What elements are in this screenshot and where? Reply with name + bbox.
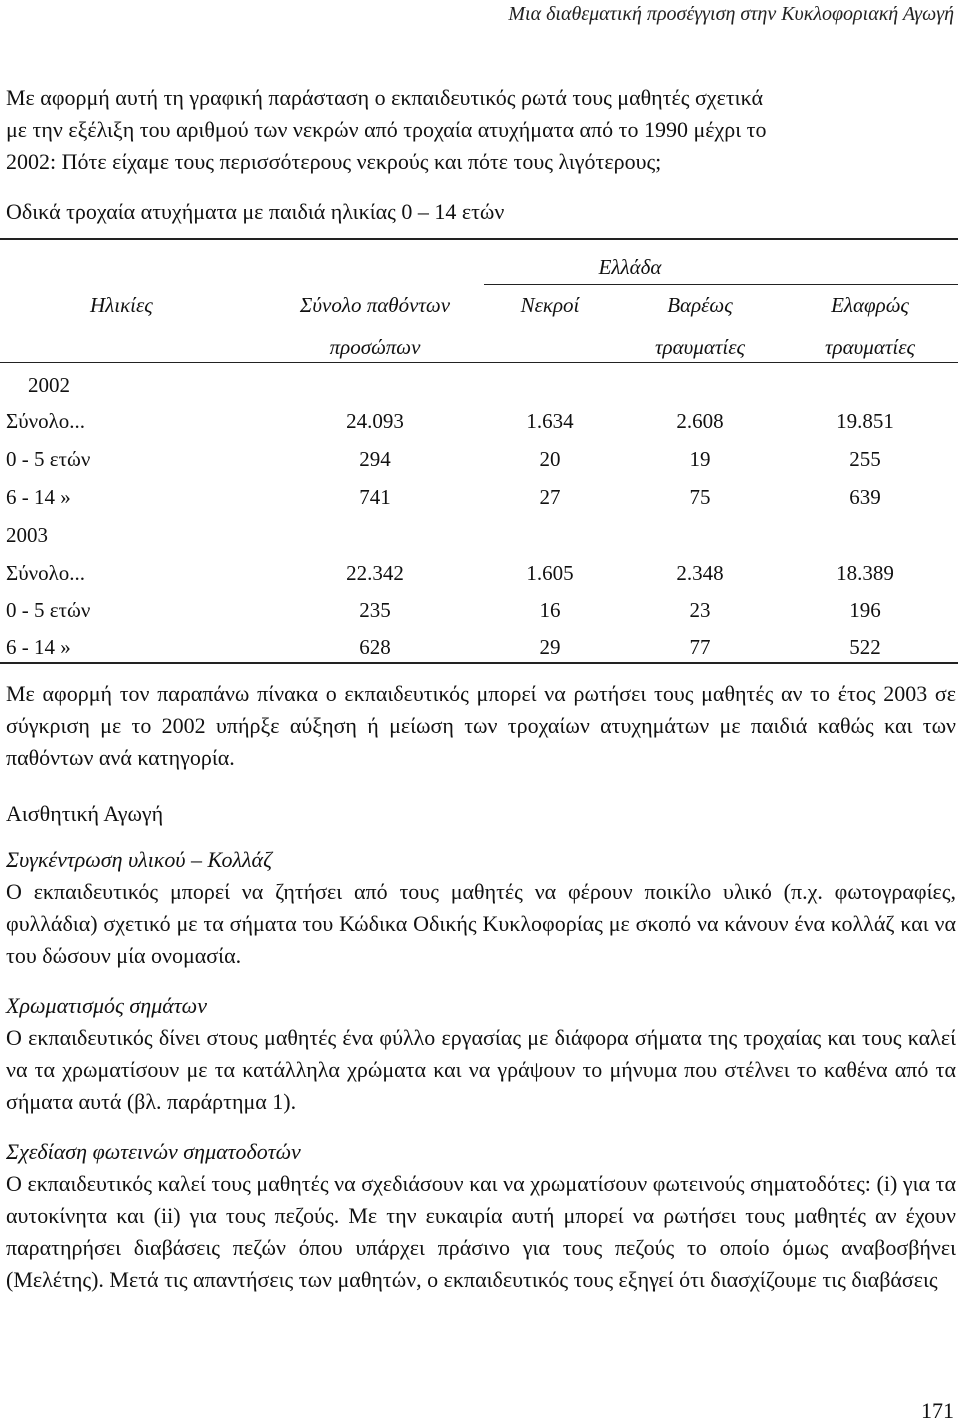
row-2002-6-14-light: 639: [849, 485, 881, 509]
row-2002-0-5-serious: 19: [689, 447, 711, 471]
row-2003-0-5-serious: 23: [689, 598, 711, 622]
col-header-total-line2: προσώπων: [329, 335, 421, 359]
row-2002-0-5-total: 294: [359, 447, 391, 471]
page-number: 171: [921, 1398, 954, 1423]
col-header-dead: Νεκροί: [520, 293, 580, 317]
collage-title: Συγκέντρωση υλικού – Κολλάζ: [6, 847, 273, 872]
row-2002-total-serious: 2.608: [676, 409, 724, 433]
header-bottom-rule: [0, 362, 958, 363]
row-2003-total-serious: 2.348: [676, 561, 724, 585]
row-2003-0-5-light: 196: [849, 598, 881, 622]
row-2002-0-5-light: 255: [849, 447, 881, 471]
row-2002-6-14-serious: 75: [689, 485, 711, 509]
row-2003-6-14-age: 6 - 14 »: [6, 635, 71, 659]
traffic-lights-paragraph: Ο εκπαιδευτικός καλεί τους μαθητές να σχεδιάσουν και να χρωματίσουν φωτεινούς σηματοδότες: (i) για τα αυτοκίνητα και (ii) για τους πεζούς. Με την ευκαιρία αυτή μπορεί να ρωτήσει τους μαθητές αν έχουν παρατηρήσει διαβάσεις πεζών όπου υπάρχει πράσινο για τους πεζούς το οποίο όμως αναβοσβήνει (Μελέτης). Μετά τις απαντήσεις των μαθητών, ο εκπαιδευτικός τους εξηγεί ότι διασχίζουμε τις διαβάσεις: [6, 1171, 956, 1292]
row-2003-6-14-serious: 77: [689, 635, 711, 659]
section-title: Αισθητική Αγωγή: [6, 801, 164, 826]
row-2003-total-dead: 1.605: [526, 561, 574, 585]
row-2002-6-14-total: 741: [359, 485, 391, 509]
row-2003-total-total: 22.342: [346, 561, 404, 585]
row-2003-0-5-dead: 16: [539, 598, 561, 622]
row-2002-total-age: Σύνολο...: [6, 409, 86, 433]
row-2002-0-5-dead: 20: [539, 447, 561, 471]
row-2002-6-14-age: 6 - 14 »: [6, 485, 71, 509]
year-label-2003: 2003: [6, 523, 48, 547]
row-2002-6-14-dead: 27: [539, 485, 561, 509]
col-header-serious-line2: τραυματίες: [655, 335, 745, 359]
row-2002-total-light: 19.851: [836, 409, 894, 433]
intro-line-2: με την εξέλιξη του αριθμού των νεκρών από τροχαία ατυχήματα από το 1990 μέχρι το: [6, 117, 767, 142]
running-header: Μια διαθεματική προσέγγιση στην Κυκλοφοριακή Αγωγή: [508, 3, 954, 25]
row-2003-0-5-total: 235: [359, 598, 391, 622]
coloring-title: Χρωματισμός σημάτων: [6, 993, 207, 1018]
table-top-rule: [0, 238, 958, 240]
row-2002-total-total: 24.093: [346, 409, 404, 433]
group-header-rule: [484, 284, 958, 285]
collage-paragraph: Ο εκπαιδευτικός μπορεί να ζητήσει από τους μαθητές να φέρουν ποικίλο υλικό (π.χ. φωτογραφίες, φυλλάδια) σχετικό με τα σήματα του Κώδικα Οδικής Κυκλοφορίας με σκοπό να κάνουν ένα κολλάζ και να του δώσουν μία ονομασία.: [6, 879, 956, 968]
intro-line-1: Με αφορμή αυτή τη γραφική παράσταση ο εκπαιδευτικός ρωτά τους μαθητές σχετικά: [6, 85, 763, 110]
col-header-light-line2: τραυματίες: [825, 335, 915, 359]
row-2003-6-14-total: 628: [359, 635, 391, 659]
col-header-total-line1: Σύνολο παθόντων: [299, 293, 451, 317]
col-header-age: Ηλικίες: [90, 293, 153, 317]
table-bottom-rule: [0, 662, 958, 664]
col-header-light-line1: Ελαφρώς: [831, 293, 909, 317]
row-2003-0-5-age: 0 - 5 ετών: [6, 598, 91, 622]
table-followup-paragraph: Με αφορμή τον παραπάνω πίνακα ο εκπαιδευτικός μπορεί να ρωτήσει τους μαθητές αν το έτος 2003 σε σύγκριση με το 2002 υπήρξε αύξηση ή μείωση των τροχαίων ατυχημάτων με παιδιά καθώς και των παθόντων ανά κατηγορία.: [6, 681, 956, 770]
col-header-serious-line1: Βαρέως: [667, 293, 733, 317]
table-group-header: Ελλάδα: [598, 255, 662, 279]
coloring-paragraph: Ο εκπαιδευτικός δίνει στους μαθητές ένα φύλλο εργασίας με διάφορα σήματα της τροχαίας και τους καλεί να τα χρωματίσουν με τα κατάλληλα χρώματα και να γράψουν το μήνυμα που στέλνει το καθένα από τα σήματα αυτά (βλ. παράρτημα 1).: [6, 1025, 956, 1114]
table-caption: Οδικά τροχαία ατυχήματα με παιδιά ηλικίας 0 – 14 ετών: [6, 199, 505, 224]
row-2003-total-age: Σύνολο...: [6, 561, 86, 585]
row-2002-total-dead: 1.634: [526, 409, 574, 433]
row-2003-6-14-light: 522: [849, 635, 881, 659]
row-2003-6-14-dead: 29: [539, 635, 561, 659]
intro-line-3: 2002: Πότε είχαμε τους περισσότερους νεκρούς και πότε τους λιγότερους;: [6, 149, 662, 174]
row-2002-0-5-age: 0 - 5 ετών: [6, 447, 91, 471]
traffic-lights-title: Σχεδίαση φωτεινών σηματοδοτών: [6, 1139, 301, 1164]
row-2003-total-light: 18.389: [836, 561, 894, 585]
year-label-2002: 2002: [28, 373, 70, 397]
